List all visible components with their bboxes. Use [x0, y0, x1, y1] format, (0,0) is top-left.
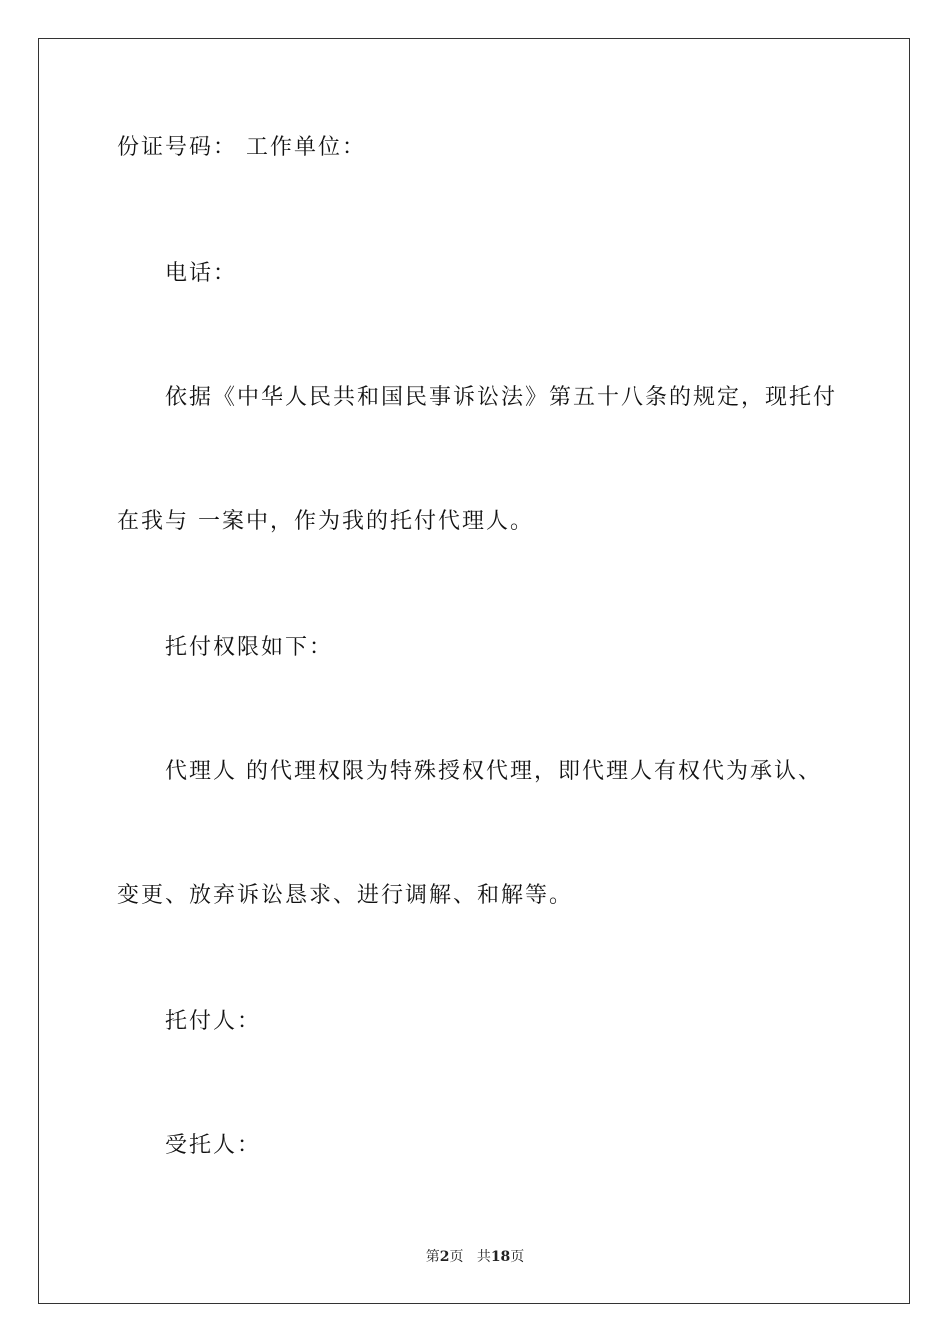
total-suffix: 页 [510, 1249, 525, 1265]
page-border [38, 38, 910, 1304]
id-number-workplace-line: 份证号码： 工作单位： [117, 135, 366, 160]
phone-line: 电话： [165, 261, 238, 286]
page-footer [0, 1247, 950, 1267]
page-number: 2 [439, 1249, 450, 1265]
principal-signature-line: 托付人： [165, 1009, 262, 1034]
authority-scope-line: 代理人 的代理权限为特殊授权代理，即代理人有权代为承认、 [165, 759, 822, 784]
agent-signature-line: 受托人： [165, 1133, 262, 1158]
total-prefix: 共 [476, 1249, 491, 1265]
case-agent-line: 在我与 一案中，作为我的托付代理人。 [117, 509, 534, 534]
page-prefix: 第 [425, 1249, 440, 1265]
legal-basis-line: 依据《中华人民共和国民事诉讼法》第五十八条的规定，现托付 [165, 385, 838, 410]
authority-detail-line: 变更、放弃诉讼恳求、进行调解、和解等。 [117, 883, 574, 908]
authority-heading-line: 托付权限如下： [165, 635, 334, 660]
total-pages: 18 [490, 1249, 511, 1265]
page-suffix: 页 [449, 1249, 464, 1265]
